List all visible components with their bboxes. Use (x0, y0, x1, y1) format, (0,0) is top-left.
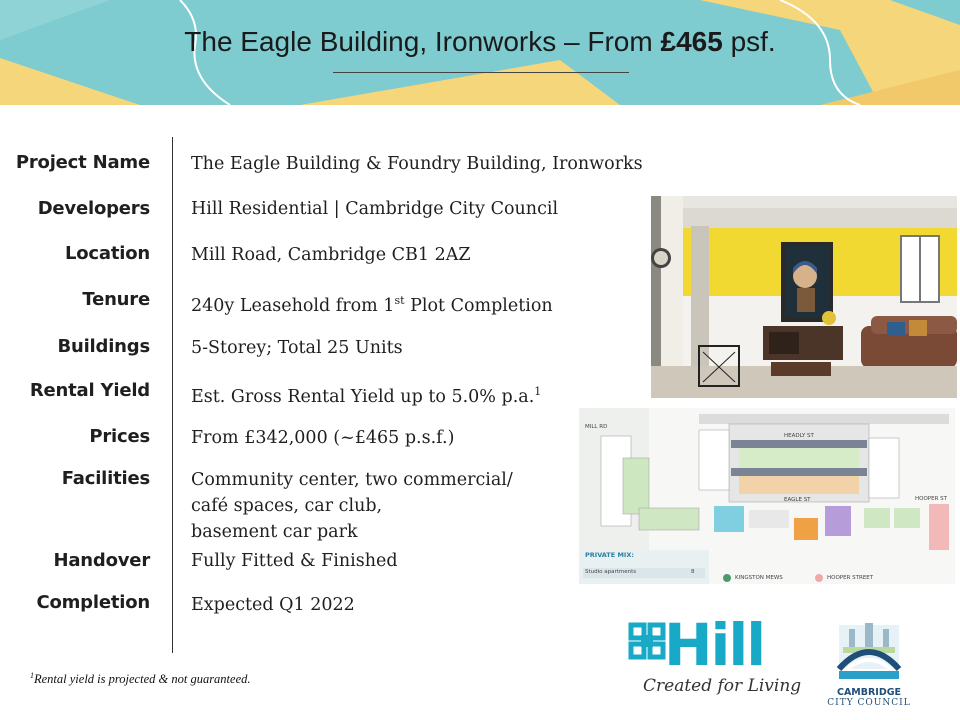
interior-photo (651, 196, 957, 398)
value-project-name: The Eagle Building & Foundry Building, Ironworks (191, 154, 643, 174)
label-project-name: Project Name (15, 152, 150, 173)
plan-street-hooper: HOOPER ST (915, 496, 948, 502)
value-rental-yield: Est. Gross Rental Yield up to 5.0% p.a.$^1$ (191, 385, 542, 407)
page-title: The Eagle Building, Ironworks – From £465 psf. (184, 26, 776, 57)
title-underline (333, 72, 629, 73)
column-divider (172, 137, 173, 653)
council-crest-icon (829, 615, 909, 687)
plan-mix-row-label: Studio apartments (585, 569, 637, 575)
value-handover: Fully Fitted & Finished (191, 551, 398, 571)
label-tenure: Tenure (82, 289, 150, 310)
label-completion: Completion (36, 592, 150, 613)
plan-street-headly: HEADLY ST (784, 433, 814, 439)
title-price: £465 (660, 26, 723, 57)
plan-mix-row-value: 8 (691, 569, 695, 575)
value-location: Mill Road, Cambridge CB1 2AZ (191, 245, 471, 265)
site-plan-image (579, 408, 955, 584)
plan-legend-hooper: HOOPER STREET (827, 575, 874, 581)
council-logo-line2: CITY COUNCIL (827, 698, 911, 708)
label-buildings: Buildings (57, 336, 150, 357)
hill-logo-tagline: Created for Living (643, 676, 802, 696)
value-facilities: Community center, two commercial/ café spaces, car club, basement car park (191, 470, 513, 542)
label-prices: Prices (89, 426, 150, 447)
plan-street-eagle: EAGLE ST (784, 497, 811, 503)
value-buildings: 5-Storey; Total 25 Units (191, 338, 403, 358)
plan-mix-title: PRIVATE MIX: (585, 551, 634, 559)
council-logo-line1: CAMBRIDGE (836, 687, 902, 698)
label-handover: Handover (53, 550, 150, 571)
value-completion: Expected Q1 2022 (191, 595, 355, 615)
hill-grid-icon (628, 622, 668, 674)
hill-logo-wordmark: Hill (664, 611, 765, 679)
label-location: Location (64, 243, 150, 264)
value-tenure: 240y Leasehold from 1st Plot Completion (191, 294, 553, 316)
plan-street-mill: MILL RD (585, 424, 608, 430)
label-rental-yield: Rental Yield (29, 380, 150, 401)
plan-legend-kingston: KINGSTON MEWS (735, 575, 783, 581)
footnote: $^1$Rental yield is projected & not guaranteed. (30, 671, 251, 687)
label-developers: Developers (37, 198, 150, 219)
label-facilities: Facilities (61, 468, 150, 489)
value-developers: Hill Residential | Cambridge City Council (191, 199, 559, 219)
council-logo-text (826, 687, 912, 709)
value-prices: From £342,000 (~£465 p.s.f.) (191, 428, 455, 448)
